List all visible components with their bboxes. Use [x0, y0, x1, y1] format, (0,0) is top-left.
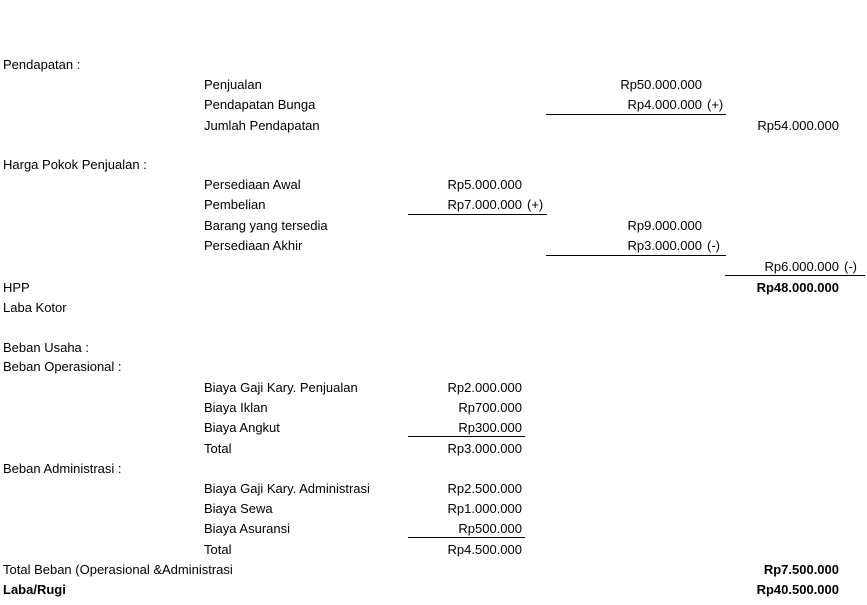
biaya-sewa-label: Biaya Sewa	[204, 501, 273, 516]
biaya-iklan-amount: Rp700.000	[458, 400, 522, 415]
beban-operasional-total-amount: Rp3.000.000	[447, 441, 522, 456]
hpp-subtotal-amount: Rp6.000.000	[764, 259, 839, 274]
persediaan-akhir-label: Persediaan Akhir	[204, 238, 303, 253]
biaya-angkut-label: Biaya Angkut	[204, 420, 280, 435]
persediaan-akhir-rule	[546, 255, 726, 256]
pembelian-amount: Rp7.000.000	[447, 197, 522, 212]
jumlah-pendapatan-amount: Rp54.000.000	[757, 118, 839, 133]
biaya-angkut-amount: Rp300.000	[458, 420, 522, 435]
total-beban-amount: Rp7.500.000	[763, 562, 839, 577]
laba-rugi-amount: Rp40.500.000	[756, 582, 839, 597]
persediaan-awal-label: Persediaan Awal	[204, 177, 301, 192]
pembelian-operator: (+)	[527, 197, 544, 212]
biaya-gaji-penjualan-amount: Rp2.000.000	[447, 380, 522, 395]
jumlah-pendapatan-label: Jumlah Pendapatan	[204, 118, 320, 133]
total-beban-label: Total Beban (Operasional &Administrasi	[3, 562, 233, 577]
pendapatan-heading: Pendapatan :	[3, 57, 81, 72]
hpp-label: HPP	[3, 280, 30, 295]
hpp-subtotal-operator: (-)	[844, 259, 857, 274]
beban-administrasi-total-amount: Rp4.500.000	[447, 542, 522, 557]
beban-operasional-total-label: Total	[204, 441, 232, 456]
biaya-iklan-label: Biaya Iklan	[204, 400, 268, 415]
beban-administrasi-rule	[408, 537, 525, 538]
beban-usaha-heading: Beban Usaha :	[3, 340, 90, 355]
barang-tersedia-amount: Rp9.000.000	[627, 218, 702, 233]
beban-administrasi-heading: Beban Administrasi :	[3, 461, 122, 476]
beban-administrasi-total-label: Total	[204, 542, 232, 557]
beban-operasional-heading: Beban Operasional :	[3, 359, 122, 374]
pendapatan-bunga-label: Pendapatan Bunga	[204, 97, 316, 112]
biaya-gaji-administrasi-amount: Rp2.500.000	[447, 481, 522, 496]
biaya-asuransi-label: Biaya Asuransi	[204, 521, 290, 536]
hpp-amount: Rp48.000.000	[756, 280, 839, 295]
biaya-sewa-amount: Rp1.000.000	[447, 501, 522, 516]
pendapatan-sum-rule	[546, 114, 726, 115]
persediaan-sum-rule	[408, 214, 547, 215]
persediaan-akhir-amount: Rp3.000.000	[627, 238, 702, 253]
laba-rugi-label: Laba/Rugi	[3, 582, 66, 597]
hpp-heading: Harga Pokok Penjualan :	[3, 157, 147, 172]
penjualan-amount: Rp50.000.000	[620, 77, 702, 92]
hpp-sum-rule	[725, 275, 865, 276]
biaya-gaji-administrasi-label: Biaya Gaji Kary. Administrasi	[204, 481, 370, 496]
biaya-gaji-penjualan-label: Biaya Gaji Kary. Penjualan	[204, 380, 358, 395]
laba-kotor-label: Laba Kotor	[3, 300, 67, 315]
pendapatan-bunga-operator: (+)	[707, 97, 724, 112]
pembelian-label: Pembelian	[204, 197, 266, 212]
biaya-asuransi-amount: Rp500.000	[458, 521, 522, 536]
pendapatan-bunga-amount: Rp4.000.000	[627, 97, 702, 112]
barang-tersedia-label: Barang yang tersedia	[204, 218, 328, 233]
beban-operasional-rule	[408, 436, 525, 437]
persediaan-akhir-operator: (-)	[707, 238, 720, 253]
persediaan-awal-amount: Rp5.000.000	[447, 177, 522, 192]
penjualan-label: Penjualan	[204, 77, 262, 92]
